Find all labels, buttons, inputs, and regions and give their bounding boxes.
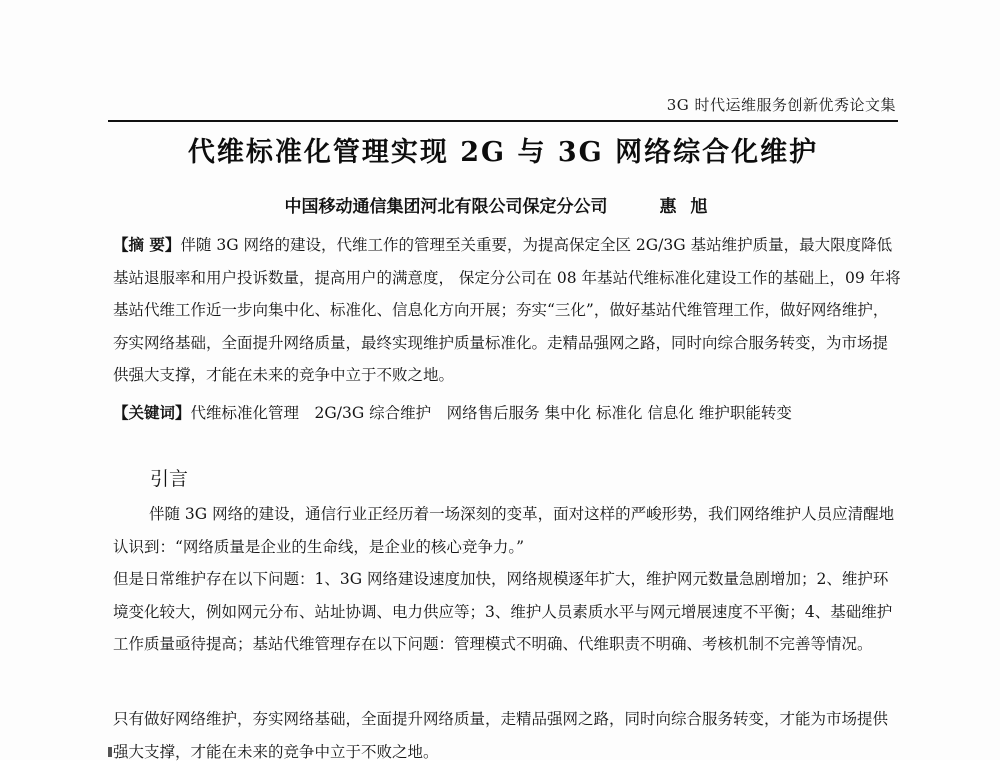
keywords-label: 【关键词】 (113, 404, 191, 422)
abstract (113, 229, 903, 392)
keywords-text: 代维标准化管理 2G/3G 综合维护 网络售后服务 集中化 标准化 信息化 维护职能转变 (190, 404, 792, 422)
scan-mark (108, 747, 112, 757)
section-heading-introduction: 引言 (150, 468, 189, 490)
abstract-text: 伴随 3G 网络的建设，代维工作的管理至关重要，为提高保定全区 2G/3G 基站维护质量，最大限度降低基站退服率和用户投诉数量，提高用户的满意度， 保定分公司在 08 年基站代维标准化建设工作的基础上，09 年将基站代维工作近一步向集中化、标准化、信息化方向开展；夯实“三化”，做好基站代维管理工作，做好网络维护，夯实网络基础，全面提升网络质量，最终实现维护质量标准化。走精品强网之路，同时向综合服务转变，为市场提供强大支撑，才能在未来的竞争中立于不败之地。 (113, 236, 901, 384)
author-name: 惠旭 (659, 197, 722, 217)
keywords (113, 397, 903, 430)
header-rule (108, 120, 898, 122)
intro-paragraph: 只有做好网络维护，夯实网络基础，全面提升网络质量，走精品强网之路，同时向综合服务转变，才能为市场提供强大支撑，才能在未来的竞争中立于不败之地。 (113, 710, 889, 761)
running-header: 3G 时代运维服务创新优秀论文集 (666, 96, 896, 114)
intro-paragraph: 但是日常维护存在以下问题：1、3G 网络建设速度加快，网络规模逐年扩大，维护网元数量急剧增加；2、维护环境变化较大，例如网元分布、站址协调、电力供应等；3、维护人员素质水平与网元增展速度不平衡；4、基础维护工作质量亟待提高；基站代维管理存在以下问题：管理模式不明确、代维职责不明确、考核机制不完善等情况。 (113, 570, 893, 653)
affiliation: 中国移动通信集团河北有限公司保定分公司 (284, 197, 608, 217)
paper-title: 代维标准化管理实现 2G 与 3G 网络综合化维护 (187, 137, 819, 168)
byline (108, 192, 898, 217)
intro-paragraph: 伴随 3G 网络的建设，通信行业正经历着一场深刻的变革，面对这样的严峻形势，我们网络维护人员应清醒地认识到：“网络质量是企业的生命线，是企业的核心竞争力。” (113, 505, 895, 556)
abstract-label: 【摘 要】 (113, 236, 181, 254)
